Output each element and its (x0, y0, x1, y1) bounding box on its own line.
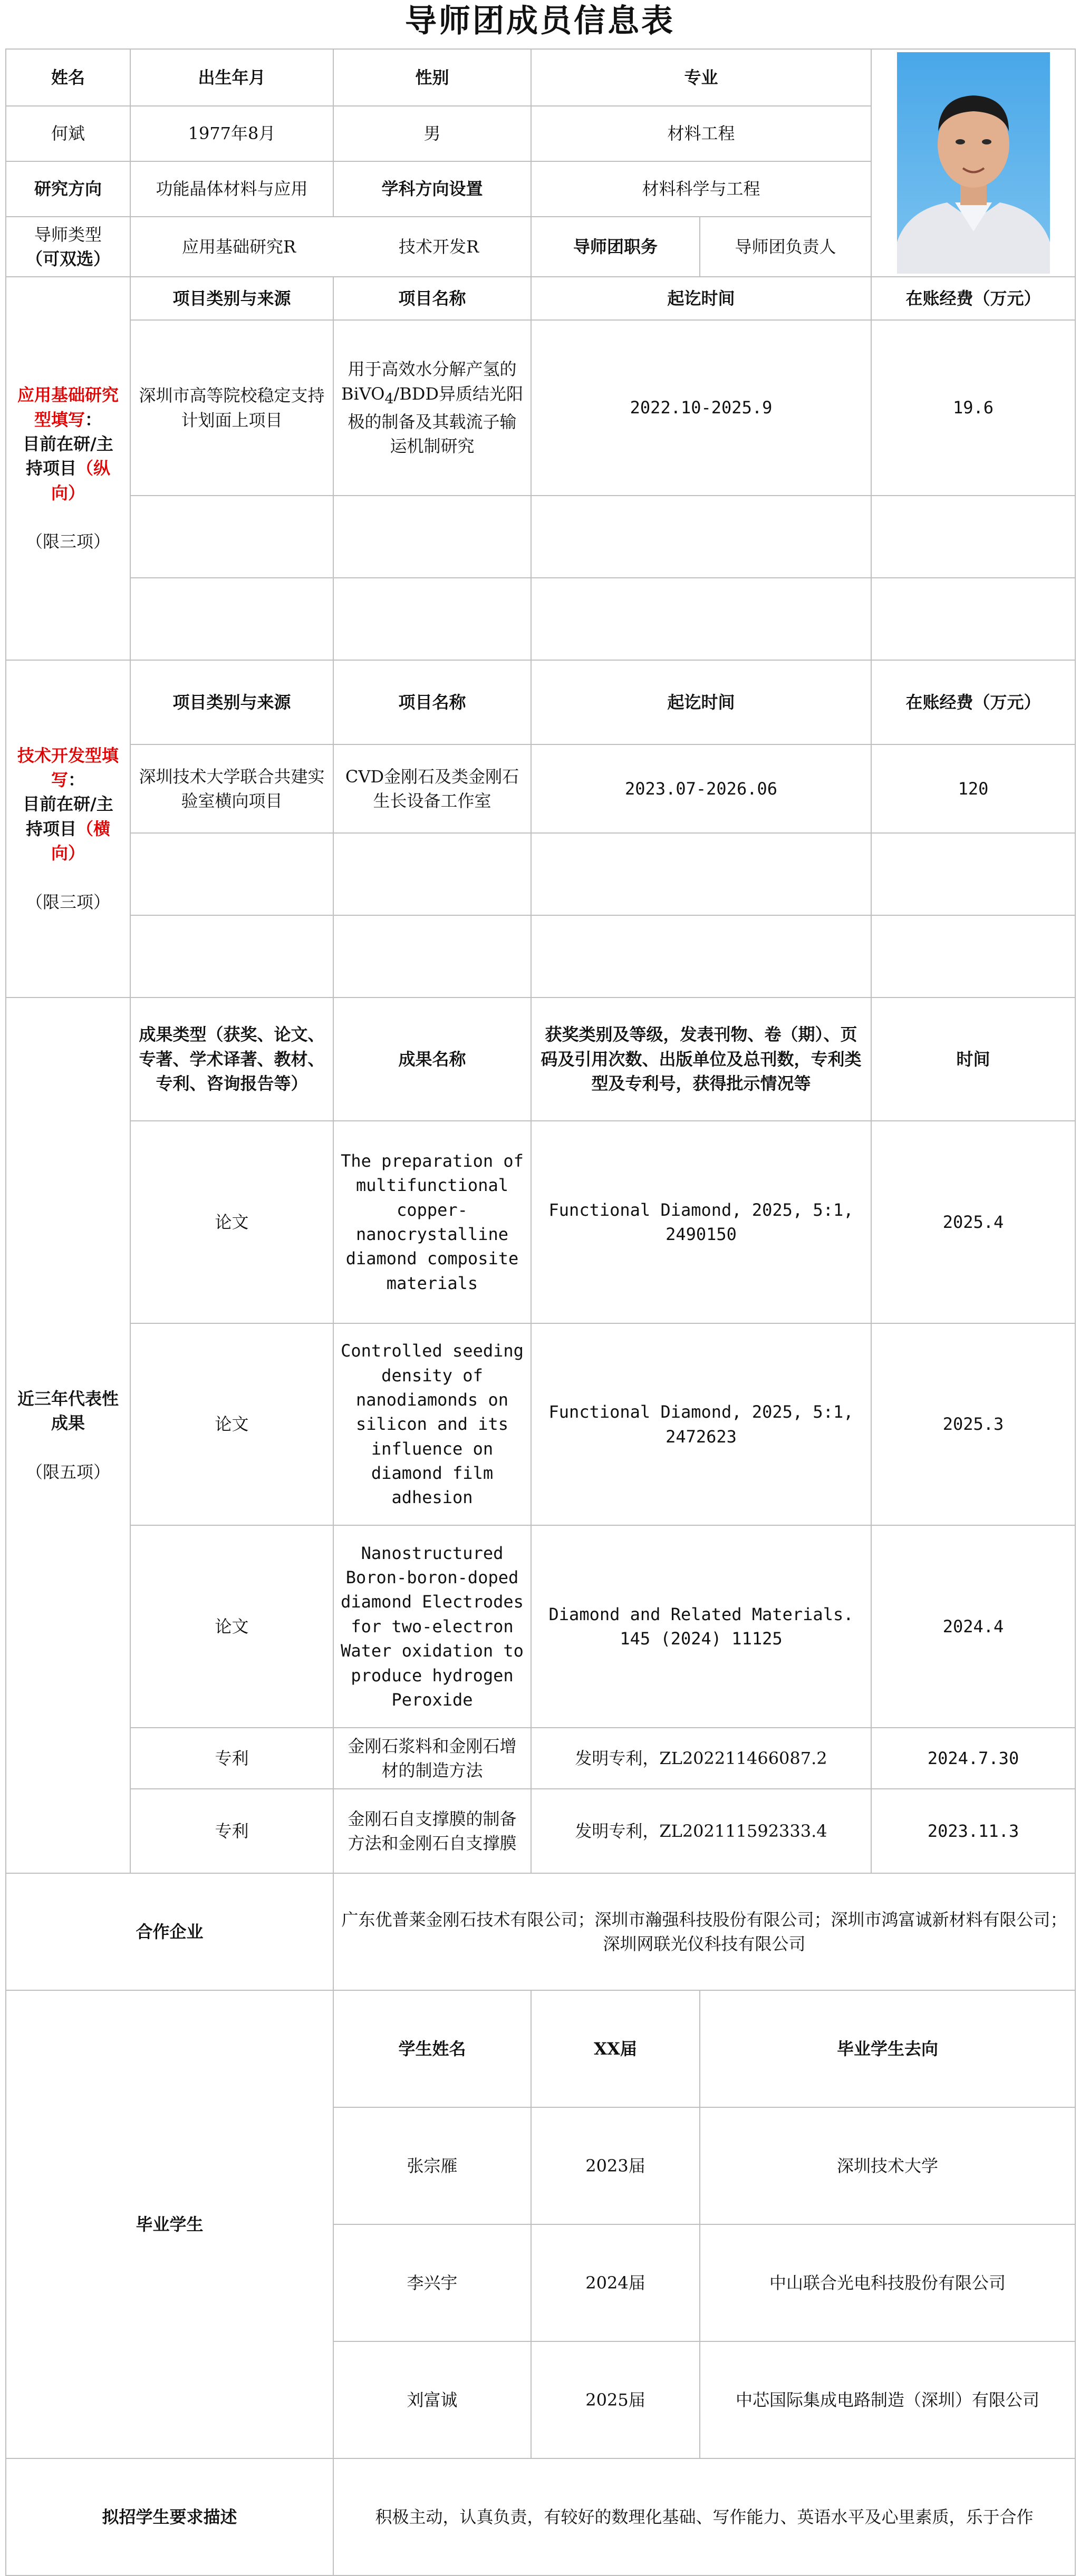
requirements-text: 积极主动，认真负责，有较好的数理化基础、写作能力、英语水平及心里素质，乐于合作 (333, 2458, 1075, 2575)
achievement-detail: 发明专利，ZL202211466087.2 (531, 1728, 871, 1789)
advisor-type-label-text: 导师类型 (34, 224, 102, 245)
applied-source (130, 496, 333, 578)
graduates-col-name: 学生姓名 (333, 1990, 531, 2107)
tech-row (6, 833, 1075, 915)
gender-value: 男 (333, 106, 531, 161)
tech-section-label (6, 660, 130, 998)
tech-label-colon: ： (68, 770, 85, 790)
tech-project-name (333, 915, 531, 998)
tech-col-source: 项目类别与来源 (130, 660, 333, 744)
basic-header-row (6, 49, 1075, 106)
applied-col-source: 项目类别与来源 (130, 277, 333, 320)
achievement-row (6, 1323, 1075, 1525)
tech-period (531, 833, 871, 915)
applied-col-period: 起讫时间 (531, 277, 871, 320)
gender-label: 性别 (333, 49, 531, 106)
graduate-name: 刘富诚 (333, 2341, 531, 2458)
achievement-row (6, 1789, 1075, 1873)
tech-label-part-1: 技术开发型填 (17, 745, 119, 766)
graduate-name: 张宗雁 (333, 2107, 531, 2224)
applied-limit: （限三项） (25, 531, 110, 552)
graduates-col-cohort: XX届 (531, 1990, 700, 2107)
applied-project-name (333, 578, 531, 660)
advisor-type-note: （可双选） (25, 249, 110, 269)
achievement-col-date: 时间 (871, 998, 1075, 1121)
applied-label-part-4: 持项目 (25, 458, 76, 479)
name-label: 姓名 (6, 49, 130, 106)
tech-col-name: 项目名称 (333, 660, 531, 744)
tech-limit: （限三项） (25, 892, 110, 912)
applied-label-part-1: 应用基础研究 (17, 385, 119, 405)
requirements-label: 拟招学生要求描述 (6, 2458, 333, 2575)
research-value: 功能晶体材料与应用 (130, 161, 333, 217)
applied-funding: 19.6 (871, 320, 1075, 496)
advisor-type-options (130, 217, 531, 277)
tech-row (6, 744, 1075, 833)
portrait-photo (897, 52, 1050, 274)
achievement-date: 2025.3 (871, 1323, 1075, 1525)
applied-row (6, 496, 1075, 578)
applied-section-label (6, 277, 130, 660)
tech-funding (871, 833, 1075, 915)
achievement-date: 2023.11.3 (871, 1789, 1075, 1873)
achievement-detail: Functional Diamond, 2025, 5:1, 2472623 (531, 1323, 871, 1525)
tech-period (531, 915, 871, 998)
option-tech-development[interactable]: 技术开发R (399, 236, 479, 257)
achievement-date: 2024.4 (871, 1525, 1075, 1728)
graduate-cohort: 2025届 (531, 2341, 700, 2458)
applied-label-colon: ： (85, 409, 102, 430)
tech-funding (871, 915, 1075, 998)
advisor-type-option-group (131, 235, 531, 259)
achievement-type: 专利 (130, 1789, 333, 1873)
discipline-value: 材料科学与工程 (531, 161, 871, 217)
applied-col-name: 项目名称 (333, 277, 531, 320)
applied-period: 2022.10-2025.9 (531, 320, 871, 496)
graduates-header-row (6, 1990, 1075, 2107)
tech-label-part-4: 持项目 (25, 818, 76, 839)
graduate-destination: 中芯国际集成电路制造（深圳）有限公司 (700, 2341, 1075, 2458)
achievement-type: 论文 (130, 1121, 333, 1323)
achievement-type: 论文 (130, 1525, 333, 1728)
graduates-col-destination: 毕业学生去向 (700, 1990, 1075, 2107)
applied-col-funding: 在账经费（万元） (871, 277, 1075, 320)
applied-project-name-pre: 用于高效水分解产氢的BiVO (341, 359, 517, 404)
birth-value: 1977年8月 (130, 106, 333, 161)
applied-project-name-sub: 4 (384, 391, 394, 408)
tech-col-funding: 在账经费（万元） (871, 660, 1075, 744)
tech-project-name: CVD金刚石及类金刚石生长设备工作室 (333, 744, 531, 833)
tech-source (130, 915, 333, 998)
applied-period (531, 496, 871, 578)
achievement-detail: Diamond and Related Materials. 145 (2024) 11125 (531, 1525, 871, 1728)
graduate-destination: 中山联合光电科技股份有限公司 (700, 2224, 1075, 2341)
requirements-row (6, 2458, 1075, 2575)
achievement-row (6, 1121, 1075, 1323)
achievement-name: Nanostructured Boron-boron-doped diamond Electrodes for two-electron Water oxidation to produce hydrogen Peroxide (333, 1525, 531, 1728)
tech-source: 深圳技术大学联合共建实验室横向项目 (130, 744, 333, 833)
tech-funding: 120 (871, 744, 1075, 833)
applied-source (130, 578, 333, 660)
tech-label-part-5: （横 (76, 818, 111, 839)
applied-row (6, 578, 1075, 660)
graduates-label: 毕业学生 (6, 1990, 333, 2458)
achievement-type: 专利 (130, 1728, 333, 1789)
applied-header-row (6, 277, 1075, 320)
discipline-label: 学科方向设置 (333, 161, 531, 217)
achievement-row (6, 1728, 1075, 1789)
research-label: 研究方向 (6, 161, 130, 217)
applied-label-part-5: （纵 (76, 458, 111, 479)
achievement-col-detail: 获奖类别及等级，发表刊物、卷（期）、页码及引用次数、出版单位及总刊数，专利类型及专利号，获得批示情况等 (531, 998, 871, 1121)
tech-project-name (333, 833, 531, 915)
achievement-detail: Functional Diamond, 2025, 5:1, 2490150 (531, 1121, 871, 1323)
achievement-date: 2024.7.30 (871, 1728, 1075, 1789)
form-title: 导师团成员信息表 (405, 3, 675, 40)
major-value: 材料工程 (531, 106, 871, 161)
tech-label-part-3: 目前在研/主 (23, 794, 113, 815)
achievement-name: Controlled seeding density of nanodiamonds on silicon and its influence on diamond film adhesion (333, 1323, 531, 1525)
applied-funding (871, 496, 1075, 578)
applied-label-part-3: 目前在研/主 (23, 433, 113, 454)
birth-label: 出生年月 (130, 49, 333, 106)
applied-row (6, 320, 1075, 496)
tech-source (130, 833, 333, 915)
achievement-type: 论文 (130, 1323, 333, 1525)
tech-label-part-2: 写 (51, 770, 68, 790)
team-role-label: 导师团职务 (531, 217, 700, 277)
achievement-name: 金刚石自支撑膜的制备方法和金刚石自支撑膜 (333, 1789, 531, 1873)
applied-label-part-2: 型填写 (34, 409, 85, 430)
tech-row (6, 915, 1075, 998)
achievement-row (6, 1525, 1075, 1728)
major-label: 专业 (531, 49, 871, 106)
info-table (5, 49, 1076, 2576)
achievement-limit: （限五项） (25, 1461, 110, 1482)
achievement-header-row (6, 998, 1075, 1121)
tech-period: 2023.07-2026.06 (531, 744, 871, 833)
applied-source: 深圳市高等院校稳定支持计划面上项目 (130, 320, 333, 496)
partners-label: 合作企业 (6, 1873, 333, 1990)
applied-period (531, 578, 871, 660)
achievement-name: 金刚石浆料和金刚石增材的制造方法 (333, 1728, 531, 1789)
team-role-value: 导师团负责人 (700, 217, 871, 277)
achievement-name: The preparation of multifunctional copper-nanocrystalline diamond composite materials (333, 1121, 531, 1323)
applied-label-part-6: 向） (51, 482, 85, 503)
applied-project-name-post: /BDD异质结光阳极的制备及其载流子输运机制研究 (348, 383, 524, 457)
graduate-name: 李兴宇 (333, 2224, 531, 2341)
applied-project-name (333, 496, 531, 578)
tech-label-part-6: 向） (51, 843, 85, 864)
name-value: 何斌 (6, 106, 130, 161)
achievement-date: 2025.4 (871, 1121, 1075, 1323)
applied-project-name (333, 320, 531, 496)
partners-row (6, 1873, 1075, 1990)
graduate-cohort: 2024届 (531, 2224, 700, 2341)
graduate-cohort: 2023届 (531, 2107, 700, 2224)
applied-funding (871, 578, 1075, 660)
graduate-destination: 深圳技术大学 (700, 2107, 1075, 2224)
tech-col-period: 起讫时间 (531, 660, 871, 744)
photo-cell (871, 49, 1075, 277)
achievement-detail: 发明专利，ZL202111592333.4 (531, 1789, 871, 1873)
advisor-type-label (6, 217, 130, 277)
option-applied-research[interactable]: 应用基础研究R (182, 236, 296, 257)
tech-header-row (6, 660, 1075, 744)
partners-text: 广东优普莱金刚石技术有限公司；深圳市瀚强科技股份有限公司；深圳市鸿富诚新材料有限公司；深圳网联光仪科技有限公司 (333, 1873, 1075, 1990)
achievement-section-label (6, 998, 130, 1873)
achievement-col-name: 成果名称 (333, 998, 531, 1121)
achievement-col-type: 成果类型（获奖、论文、专著、学术译著、教材、专利、咨询报告等） (130, 998, 333, 1121)
achievement-label-text: 近三年代表性成果 (17, 1388, 119, 1434)
